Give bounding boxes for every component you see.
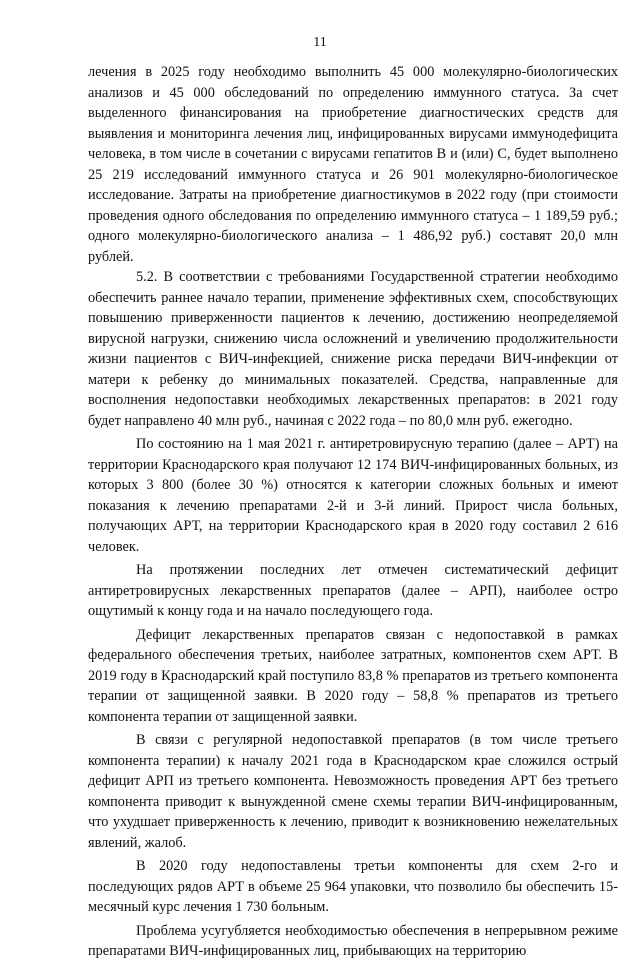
paragraph-supply-shortfall: Дефицит лекарственных препаратов связан с недопоставкой в рамках федерального обеспечения третьих, наиболее затратных, компонентов схем АРТ. В 2019 году в Краснодарский край поступило 83,8 % препаратов из третьего компонента терапии от защищенной заявки. В 2020 году – 58,8 % препаратов из третьего компонента терапии от защищенной заявки. <box>88 626 618 725</box>
page-number: 11 <box>313 35 327 50</box>
paragraph-arp-deficit: На протяжении последних лет отмечен систематический дефицит антиретровирусных лекарственных препаратов (далее – АРП), наиболее остро ощутимый к концу года и на начало последующего года. <box>88 562 618 619</box>
paragraph-problem: Проблема усугубляется необходимостью обеспечения в непрерывном режиме препаратами ВИЧ-инфицированных лиц, прибывающих на территорию <box>88 922 618 959</box>
paragraph-continuation: лечения в 2025 году необходимо выполнить 45 000 молекулярно-биологических анализов и 45 000 обследований по определению иммунного статуса. За счет выделенного финансирования на приобретение диагностических средств для выявления и мониторинга лечения лиц, инфицированных вирусами иммунодефицита человека, в том числе в сочетании с вирусами гепатитов В и (или) С, будет выполнено 25 219 исследований иммунного статуса и 26 901 молекулярно-биологическое исследование. Затраты на приобретение диагностикумов в 2022 году (при стоимости проведения одного обследования по определению иммунного статуса – 1 189,59 руб.; одного молекулярно-биологического анализа – 1 486,92 руб.) составят 20,0 млн рублей. <box>88 64 618 265</box>
document-body <box>88 62 618 962</box>
paragraph-2020-undelivered: В 2020 году недопоставлены третьи компоненты для схем 2-го и последующих рядов АРТ в объеме 25 964 упаковки, что позволило бы обеспечить 15-месячный курс лечения 1 730 больным. <box>88 858 618 915</box>
paragraph-art-status: По состоянию на 1 мая 2021 г. антиретровирусную терапию (далее – АРТ) на территории Краснодарского края получают 12 174 ВИЧ-инфицированных больных, из которых 3 800 (более 30 %) относятся к категории сложных больных и имеют показания к лечению препаратами 2-й и 3-й линий. Прирост числа больных, получающих АРТ, на территории Краснодарского края в 2020 году составил 2 616 человек. <box>88 436 618 555</box>
paragraph-third-component: В связи с регулярной недопоставкой препаратов (в том числе третьего компонента терапии) к началу 2021 года в Краснодарском крае сложился острый дефицит АРП из третьего компонента. Невозможность проведения АРТ без третьего компонента приводит к вынужденной смене схемы терапии ВИЧ-инфицированным, что ухудшает приверженность к лечению, приводит к возникновению нежелательных явлений, жалоб. <box>88 732 618 851</box>
paragraph-section-5-2: 5.2. В соответствии с требованиями Государственной стратегии необходимо обеспечить раннее начало терапии, применение эффективных схем, способствующих повышению приверженности пациентов к лечению, достижению неопределяемой вирусной нагрузки, снижению числа осложнений и увеличению продолжительности жизни пациентов с ВИЧ-инфекцией, снижение риска передачи ВИЧ-инфекции от матери к ребенку до минимальных показателей. Средства, направленные для восполнения недопоставки необходимых лекарственных препаратов: в 2021 году будет направлено 40 млн руб., начиная с 2022 года – по 80,0 млн руб. ежегодно. <box>88 269 618 429</box>
